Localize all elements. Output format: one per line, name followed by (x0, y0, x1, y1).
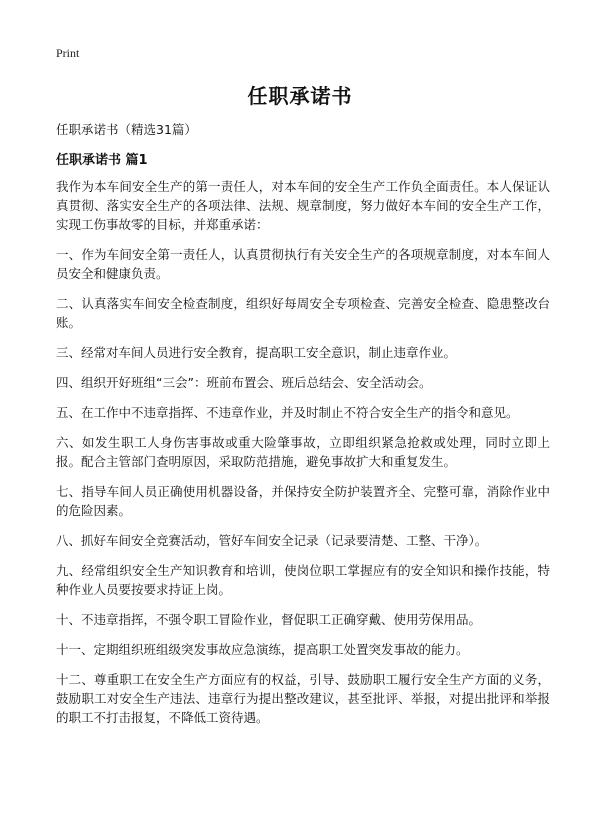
paragraph-4: 四、组织开好班组“三会”：班前布置会、班后总结会、安全活动会。 (56, 375, 432, 390)
section-heading: 任职承诺书 篇1 (56, 153, 148, 168)
paragraph-7: 七、指导车间人员正确使用机器设备，并保持安全防护装置齐全、完整可靠，消除作业中的危险因素。 (56, 484, 550, 518)
document-body (56, 177, 550, 738)
paragraph-6: 六、如发生职工人身伤害事故或重大险肇事故，立即组织紧急抢救或处理，同时立即上报。配合主管部门查明原因，采取防范措施，避免事故扩大和重复发生。 (56, 435, 550, 469)
paragraph-12: 十二、尊重职工在安全生产方面应有的权益，引导、鼓励职工履行安全生产方面的义务，鼓励职工对安全生产违法、违章行为提出整改建议，甚至批评、举报，对提出批评和举报的职工不打击报复，不降低工资待遇。 (56, 672, 550, 725)
document-subtitle: 任职承诺书（精选31篇） (56, 122, 197, 137)
paragraph-9: 九、经常组织安全生产知识教育和培训，使岗位职工掌握应有的安全知识和操作技能，特种作业人员要按要求持证上岗。 (56, 563, 550, 597)
paragraph-1: 一、作为车间安全第一责任人，认真贯彻执行有关安全生产的各项规章制度，对本车间人员安全和健康负责。 (56, 247, 550, 281)
paragraph-8: 八、抓好车间安全竞赛活动，管好车间安全记录（记录要清楚、工整、干净）。 (56, 533, 488, 548)
paragraph-11: 十一、定期组织班组级突发事故应急演练，提高职工处置突发事故的能力。 (56, 642, 469, 657)
paragraph-10: 十、不违章指挥，不强令职工冒险作业，督促职工正确穿戴、使用劳保用品。 (56, 612, 482, 627)
paragraph-5: 五、在工作中不违章指挥、不违章作业，并及时制止不符合安全生产的指令和意见。 (56, 405, 519, 420)
print-link[interactable]: Print (56, 46, 80, 60)
paragraph-intro: 我作为本车间安全生产的第一责任人，对本车间的安全生产工作负全面责任。本人保证认真贯彻、落实安全生产的各项法律、法规、规章制度，努力做好本车间的安全生产工作，实现工伤事故零的目标，并郑重承诺： (56, 179, 550, 232)
document-title: 任职承诺书 (247, 84, 353, 108)
paragraph-2: 二、认真落实车间安全检查制度，组织好每周安全专项检查、完善安全检查、隐患整改台账。 (56, 296, 550, 330)
paragraph-3: 三、经常对车间人员进行安全教育，提高职工安全意识，制止违章作业。 (56, 345, 457, 360)
